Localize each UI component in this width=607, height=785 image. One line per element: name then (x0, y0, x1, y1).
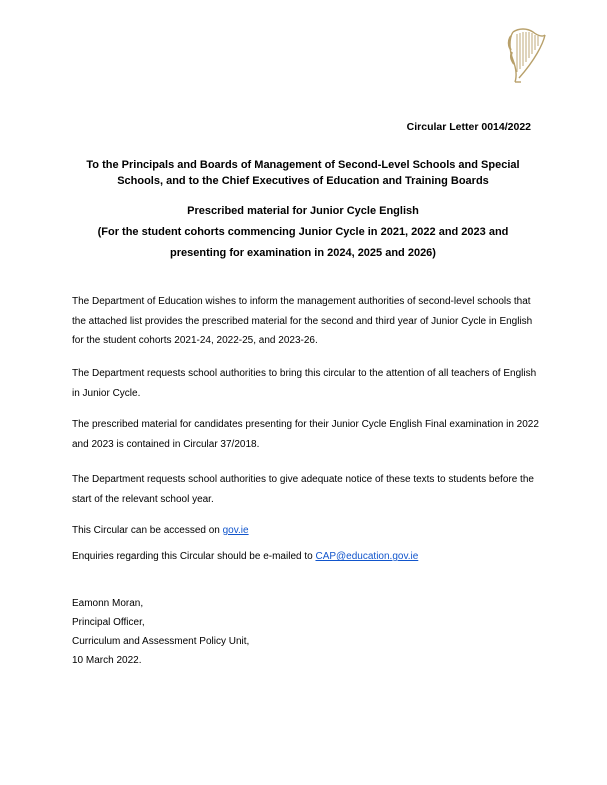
paragraph-1: The Department of Education wishes to inform the management authorities of second-level schools that the attached list provides the prescribed material for the second and third year of Junior Cycle in English for the student cohorts 2021-24, 2022-25, and 2023-26. (72, 296, 533, 346)
document-subtitle: (For the student cohorts commencing Junior Cycle in 2021, 2022 and 2023 and presenting for examination in 2024, 2025 and 2026) (97, 226, 509, 259)
paragraph-4: The Department requests school authorities to give adequate notice of these texts to students before the start of the relevant school year. (72, 474, 534, 505)
signatory-unit: Curriculum and Assessment Policy Unit, (72, 636, 250, 647)
circular-number: Circular Letter 0014/2022 (406, 121, 531, 133)
addressee-heading: To the Principals and Boards of Management of Second-Level Schools and Special Schools, and to the Chief Executives of Education and Training Boards (86, 159, 520, 187)
document-heading (72, 201, 534, 264)
signature-date: 10 March 2022. (72, 655, 142, 666)
paragraph-3: The prescribed material for candidates presenting for their Junior Cycle English Final examination in 2022 and 2023 is contained in Circular 37/2018. (72, 419, 539, 450)
signature-block (72, 594, 249, 670)
paragraph-2: The Department requests school authorities to bring this circular to the attention of all teachers of English in Junior Cycle. (72, 368, 537, 399)
harp-emblem-icon (505, 26, 547, 86)
enquiries-text: Enquiries regarding this Circular should be e-mailed to (72, 551, 316, 562)
access-text: This Circular can be accessed on (72, 525, 223, 536)
email-link[interactable]: CAP@education.gov.ie (315, 551, 419, 562)
signatory-name: Eamonn Moran, (72, 598, 144, 609)
enquiries-line (72, 547, 542, 567)
document-title: Prescribed material for Junior Cycle English (187, 205, 419, 217)
gov-ie-link[interactable]: gov.ie (222, 525, 249, 536)
signatory-position: Principal Officer, (72, 617, 145, 628)
access-line (72, 521, 542, 541)
